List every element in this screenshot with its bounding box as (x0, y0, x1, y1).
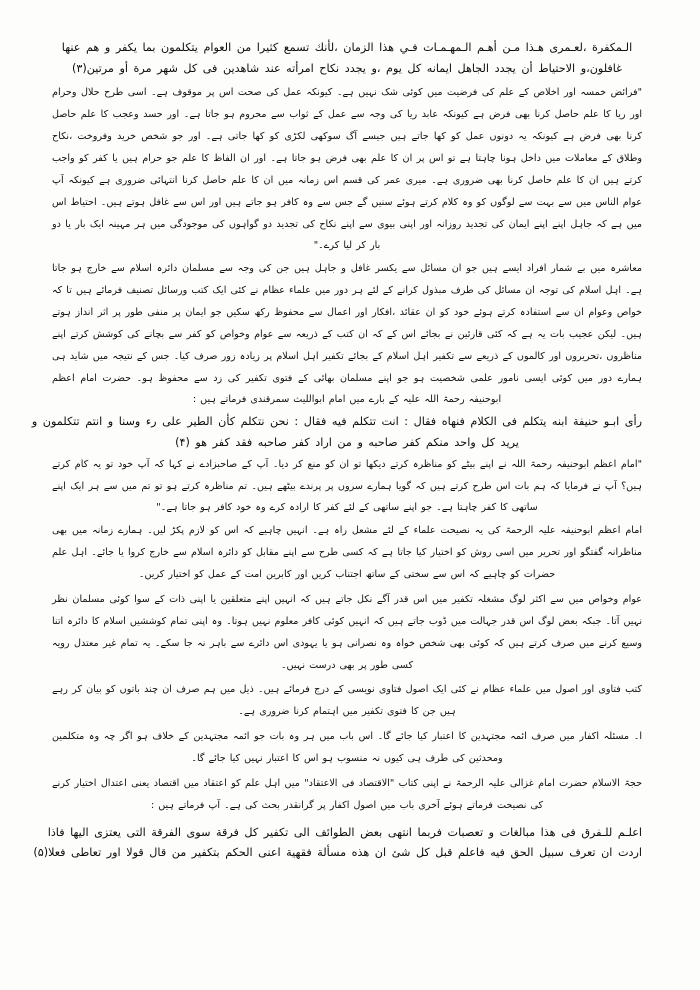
arabic-quote-bottom-line-1: اعلـم للـفرق فى هذا مبالغات و تعصبات فربما انتهى بعض الطوائف الى تكفير كل فرقة سوى الفرقة التى يعتزى اليها فاذا (47, 825, 642, 839)
urdu-body-paragraph-3: عوام وخواص میں سے اکثر لوگ مشغلہ تکفیر میں اس قدر آگے نکل جاتے ہیں کہ انہیں اپنے متعلقین یا اپنی ذات کے سوا کوئی مسلمان نظر نہیں آتا۔ جبکہ بعض لوگ اس قدر جہالت میں ڈوب جاتے ہیں کہ انہیں کوئی کافر معلوم نہیں ہوتا۔ وہ اپنی تمام کوششیں اسلام کا دائرہ اتنا وسیع کرنے میں صرف کرتے ہیں کہ کوئی بھی شخص خواہ وہ نصرانی ہو یا یہودی اس دائرے سے باہر نہ جا سکے۔ یہ تمام غیر معتدل رویہ کسی طور پر بھی درست نہیں۔ (52, 593, 642, 671)
urdu-body-paragraph-5: ا۔ مسئلہ اکفار میں صرف ائمہ مجتہدین کا اعتبار کیا جائے گا۔ اس باب میں ہر وہ بات جو ائمہ مجتہدین کے خلاف ہو اگر چہ وہ متکلمین ومحدثین کی طرف ہی کیوں نہ منسوب ہو اس کا اعتبار نہیں کیا جائے گا۔ (52, 731, 642, 764)
arabic-quote-middle (31, 412, 642, 453)
arabic-quote-top-line-1: الـمكفرة ،لعـمرى هـذا مـن أهـم الـمهـمـات فـي هذا الزمان ،لأنك تسمع كثيرا من العوام يتكلمون بما يكفر و هم عنها (61, 41, 633, 54)
urdu-quote-paragraph-1: "فرائض خمسہ اور اخلاص کے علم کی فرضیت میں کوئی شک نہیں ہے۔ کیونکہ عمل کی صحت اس پر موقوف ہے۔ اسی طرح حلال وحرام اور ریا کا علم حاصل کرنا بھی فرض ہے کیونکہ عابد ریا کی وجہ سے عمل کے ثواب سے محروم ہو جاتا ہے۔ اور حسد وعجب کا علم حاصل کرنا بھی فرض ہے کیونکہ یہ دونوں عمل کو کھا جاتے ہیں جیسے آگ سوکھی لکڑی کو کھا جاتی ہے۔ اور جو شخص خرید وفروخت ،نکاح وطلاق کے معاملات میں داخل ہونا چاہتا ہے تو اس پر ان کا علم بھی فرض ہو جاتا ہے۔ اور ان الفاظ کا علم جو حرام ہیں یا کفر کو واجب کرتے ہیں ان کا علم حاصل کرنا بھی ضروری ہے۔ میری عمر کی قسم اس زمانہ میں ان کا علم حاصل کرنا انتہائی ضروری ہے کیونکہ آپ عوام الناس میں سے بہت سے لوگوں کو وہ کلام کرتے ہوئے سنیں گے جس سے وہ کافر ہو جاتے ہیں اور اس سے غافل ہوتے ہیں۔ احتیاط اس میں ہے کہ جاہل اپنے اپنے ایمان کی تجدید روزانہ اور اپنی بیوی سے اپنے نکاح کی تجدید دو گواہوں کی موجودگی میں ہر مہینہ ایک بار یا دو بار کر لیا کرے۔" (52, 87, 642, 252)
arabic-quote-bottom-line-2: اردت ان تعرف سبيل الحق فيه فاعلم قبل كل شئ ان هذه مسألة فقهية اعنى الحكم بتكفير من قال قولا اور تعاطى فعلا(۵) (33, 846, 642, 860)
urdu-quote-paragraph-2: "امام اعظم ابوحنیفہ رحمۃ اللہ نے اپنے بیٹے کو مناظرہ کرتے دیکھا تو ان کو منع کر دیا۔ آپ کے صاحبزادے نے کہا کہ آپ خود تو یہ کام کرتے ہیں؟ آپ نے فرمایا کہ ہم بات اس طرح کرتے ہیں کہ گویا ہمارے سروں پر پرندے بیٹھے ہیں۔ تم مناظرہ کرتے ہو تو تم میں سے ہر ایک اپنے ساتھی کا کفر چاہتا ہے۔ جو اپنے ساتھی کے لئے کفر کا ارادہ کرے وہ خود کافر ہو جاتا ہے۔" (52, 458, 642, 514)
urdu-body-paragraph-1: معاشرہ میں بے شمار افراد ایسے ہیں جو ان مسائل سے یکسر غافل و جاہل ہیں جن کی وجہ سے مسلمان دائرہ اسلام سے خارج ہو جاتا ہے۔ اہل اسلام کی توجہ ان مسائل کی طرف مبذول کرانے کے لئے ہر دور میں علماء عظام نے کئی ایک کتب ورسائل تصنیف فرمائے ہیں تا کہ خواص وعوام ان سے استفادہ کرتے ہوئے خود کو ان عقائد ،افکار اور اعمال سے محفوظ رکھ سکیں جو ایمان پر منفی طور پر اثر انداز ہوتے ہیں۔ لیکن عجیب بات یہ ہے کہ کئی قارئین نے بجائے اس کے کہ ان کتب کے ذریعہ سے عوام وخواص کو کفر سے بچانے کی کوشش کرتے اپنے مناظروں ،تحریروں اور کالموں کے ذریعے سے تکفیر اہل اسلام کے بجائے تکفیر اہل اسلام پر زیادہ زور صرف کیا۔ جس کے نتیجہ میں شاید ہی ہمارے دور میں کوئی ایسی نامور علمی شخصیت ہو جو اپنے مسلمان بھائی کے فتوی تکفیر کی زد سے محفوظ ہو۔ حضرت امام اعظم ابوحنیفہ رحمۃ اللہ علیہ کے بارے میں امام ابواللیث سمرقندی فرماتے ہیں : (52, 263, 642, 406)
arabic-quote-middle-line-2: يريد كل واحد منكم كفر صاحبه و من اراد كفر صاحبه فقد كفر هو (۴) (175, 436, 519, 450)
urdu-body-paragraph-2: امام اعظم ابوحنیفہ علیہ الرحمۃ کی یہ نصیحت علماء کے لئے مشعل راہ ہے۔ انہیں چاہیے کہ اس کو لازم پکڑ لیں۔ ہمارے زمانہ میں بھی مناظرانہ گفتگو اور تحریر میں اسی روش کو اختیار کیا جاتا ہے کہ کسی طرح سے اپنے مقابل کو دائرہ اسلام سے خارج کروا یا جائے۔ اہل علم حضرات کو چاہیے کہ اس سے سختی کے ساتھ اجتناب کریں اور کابرین امت کے عمل کو اختیار کریں۔ (52, 525, 642, 581)
arabic-quote-top (52, 38, 642, 79)
urdu-body-paragraph-4: کتب فتاوی اور اصول میں علماء عظام نے کئی ایک اصول فتاوی نویسی کے درج فرمائے ہیں۔ ذیل میں ہم صرف ان چند باتوں کو بیان کر رہے ہیں جن کا فتوی تکفیر میں اہتمام کرنا ضروری ہے۔ (52, 684, 642, 718)
urdu-body-paragraph-6: حجۃ الاسلام حضرت امام غزالی علیہ الرحمۃ نے اپنی کتاب "الاقتصاد فی الاعتقاد" میں اہل علم کو اعتقاد میں اقتصاد یعنی اعتدال اختیار کرنے کی نصیحت فرماتے ہوئے آخری باب میں اصول اکفار پر گرانقدر بحث کی ہے۔ آپ فرماتے ہیں : (52, 777, 642, 811)
arabic-quote-middle-line-1: رأى ابـو حنيفة ابنه يتكلم فى الكلام فنهاه فقال : انت تتكلم فيه فقال : نحن نتكلم كأن الطير على رء وسنا و انتم تتكلمون و (31, 415, 642, 429)
arabic-quote-top-line-2: غافلون،و الاحتياط أن يجدد الجاهل ايمانه كل يوم ،و يجدد نكاح امرأته عند شاهدين فى كل شهر مرة أو مرتين(۳) (71, 61, 623, 75)
arabic-quote-bottom (33, 823, 642, 864)
